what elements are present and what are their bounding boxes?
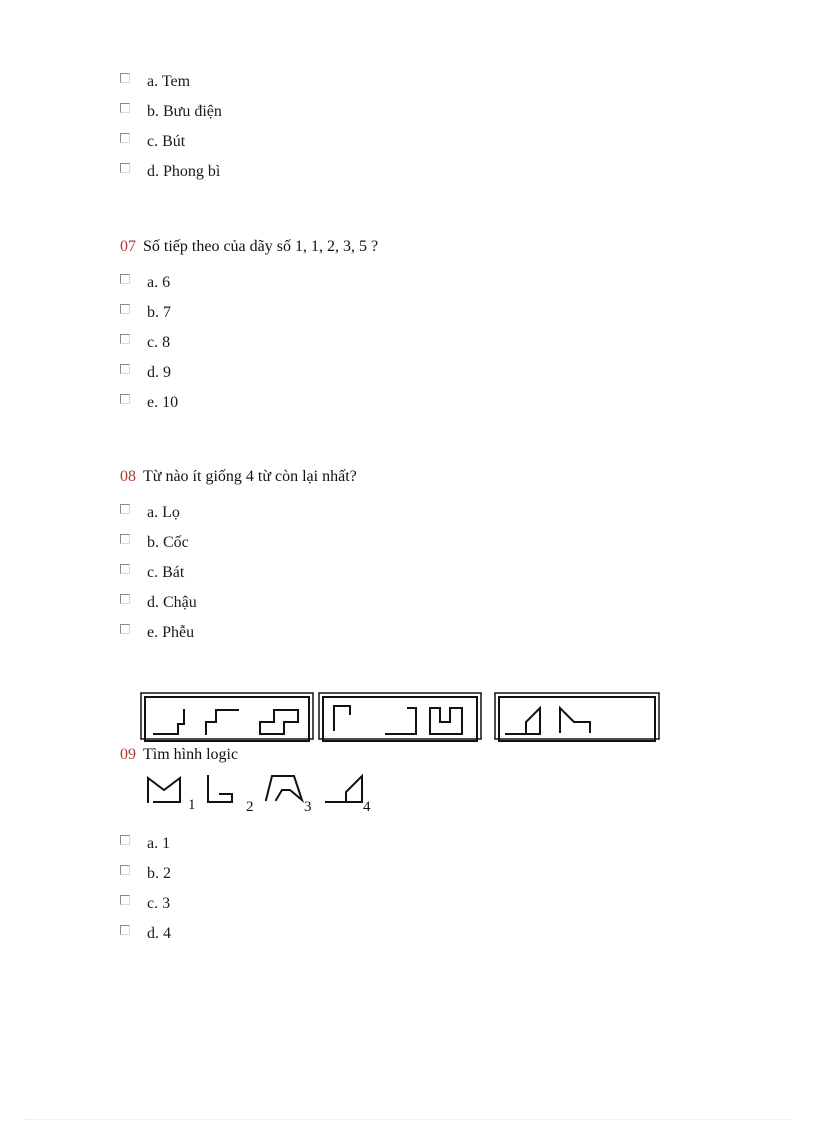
checkbox[interactable] bbox=[120, 594, 130, 604]
option-label: b. 7 bbox=[147, 304, 171, 321]
q07-option-a[interactable] bbox=[120, 272, 170, 294]
option-label: e. Phễu bbox=[147, 624, 195, 641]
candidate-shape-2 bbox=[208, 776, 232, 802]
q09-option-a[interactable] bbox=[120, 833, 170, 855]
candidate-label-4: 4 bbox=[363, 799, 371, 815]
pattern-box-1-outline bbox=[141, 693, 313, 739]
option-label: b. Cốc bbox=[147, 534, 189, 551]
option-label: a. Tem bbox=[147, 73, 191, 90]
hook-shape-1 bbox=[334, 706, 350, 730]
q09-option-b[interactable] bbox=[120, 863, 171, 885]
option-label: c. 3 bbox=[147, 895, 171, 912]
checkbox[interactable] bbox=[120, 163, 130, 173]
q07-option-c[interactable] bbox=[120, 332, 170, 354]
option-label: a. 1 bbox=[147, 835, 171, 852]
option-label: d. 4 bbox=[147, 925, 171, 942]
option-label: a. 6 bbox=[147, 274, 171, 291]
q08-option-b[interactable] bbox=[120, 532, 189, 554]
candidate-label-3: 3 bbox=[304, 799, 312, 815]
question-text: Số tiếp theo của dãy số 1, 1, 2, 3, 5 ? bbox=[143, 238, 379, 255]
option-label: b. Bưu điện bbox=[147, 103, 222, 120]
q08-option-e[interactable] bbox=[120, 622, 194, 644]
option-label: c. Bát bbox=[147, 564, 185, 581]
step-shape-2 bbox=[206, 710, 238, 734]
option-label: b. 2 bbox=[147, 865, 171, 882]
question-number: 08 bbox=[120, 468, 136, 485]
checkbox[interactable] bbox=[120, 534, 130, 544]
angle-shape-2 bbox=[560, 708, 590, 732]
q09-option-d[interactable] bbox=[120, 923, 171, 945]
option-label: c. Bút bbox=[147, 133, 186, 150]
step-shape-1 bbox=[154, 710, 184, 734]
checkbox[interactable] bbox=[120, 304, 130, 314]
option-label: d. 9 bbox=[147, 364, 171, 381]
question-number: 09 bbox=[120, 746, 136, 763]
step-shape-3 bbox=[260, 710, 298, 734]
hook-shape-2 bbox=[386, 708, 416, 734]
candidate-shape-4 bbox=[326, 776, 362, 802]
q08-option-a[interactable] bbox=[120, 502, 180, 524]
option-label: d. Phong bì bbox=[147, 163, 221, 180]
candidate-label-1: 1 bbox=[188, 797, 196, 813]
checkbox[interactable] bbox=[120, 895, 130, 905]
option-label: c. 8 bbox=[147, 334, 171, 351]
checkbox[interactable] bbox=[120, 364, 130, 374]
option-label: d. Chậu bbox=[147, 594, 197, 611]
q09-option-c[interactable] bbox=[120, 893, 170, 915]
hook-shape-3 bbox=[430, 708, 462, 734]
question-text: Tìm hình logic bbox=[143, 746, 239, 763]
q06-option-d[interactable] bbox=[120, 161, 220, 183]
q07-option-e[interactable] bbox=[120, 392, 178, 414]
page-bottom-divider bbox=[24, 1119, 792, 1120]
checkbox[interactable] bbox=[120, 504, 130, 514]
candidate-label-2: 2 bbox=[246, 799, 254, 815]
q09-heading bbox=[120, 746, 238, 764]
pattern-box-2-outline bbox=[319, 693, 481, 739]
question-number: 07 bbox=[120, 238, 136, 255]
checkbox[interactable] bbox=[120, 274, 130, 284]
q07-option-b[interactable] bbox=[120, 302, 171, 324]
logic-pattern-figure bbox=[140, 692, 660, 744]
checkbox[interactable] bbox=[120, 835, 130, 845]
checkbox[interactable] bbox=[120, 334, 130, 344]
checkbox[interactable] bbox=[120, 103, 130, 113]
candidate-shapes bbox=[144, 772, 374, 812]
q07-heading bbox=[120, 238, 378, 256]
q08-heading bbox=[120, 468, 357, 486]
option-label: e. 10 bbox=[147, 394, 179, 411]
option-label: a. Lọ bbox=[147, 504, 180, 521]
question-text: Từ nào ít giống 4 từ còn lại nhất? bbox=[143, 468, 357, 485]
checkbox[interactable] bbox=[120, 865, 130, 875]
checkbox[interactable] bbox=[120, 133, 130, 143]
candidate-shape-1 bbox=[148, 778, 180, 802]
checkbox[interactable] bbox=[120, 564, 130, 574]
candidate-shape-3 bbox=[266, 776, 302, 800]
checkbox[interactable] bbox=[120, 73, 130, 83]
checkbox[interactable] bbox=[120, 394, 130, 404]
q06-option-b[interactable] bbox=[120, 101, 222, 123]
angle-shape-1 bbox=[506, 708, 540, 734]
q08-option-c[interactable] bbox=[120, 562, 184, 584]
q06-option-c[interactable] bbox=[120, 131, 185, 153]
checkbox[interactable] bbox=[120, 624, 130, 634]
checkbox[interactable] bbox=[120, 925, 130, 935]
q06-option-a[interactable] bbox=[120, 71, 190, 93]
q07-option-d[interactable] bbox=[120, 362, 171, 384]
pattern-box-3-outline bbox=[495, 693, 659, 739]
q08-option-d[interactable] bbox=[120, 592, 197, 614]
